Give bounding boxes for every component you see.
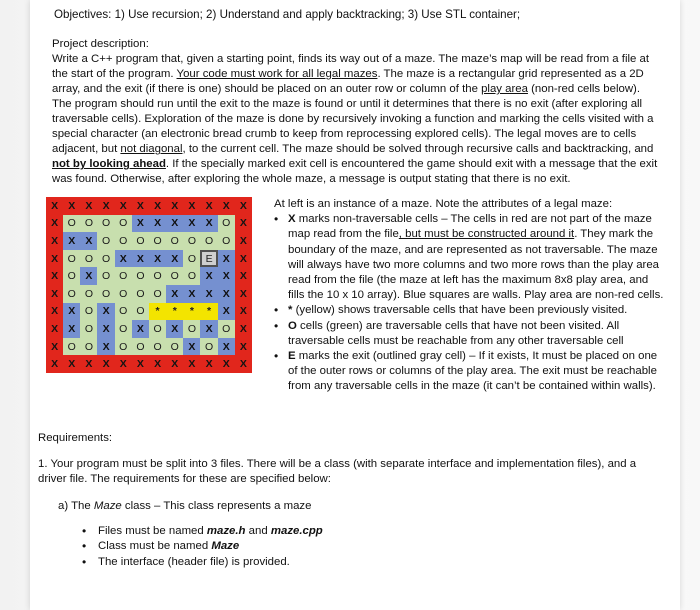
maze-cell-wall: X [149,215,166,233]
maze-cell-wall: X [80,267,97,285]
maze-cell-boundary: X [115,355,132,373]
maze-cell-wall: X [200,285,217,303]
requirement-a: a) The Maze class – This class represents a maze [58,500,312,512]
maze-cell-open: O [97,232,114,250]
maze-cell-open: O [149,232,166,250]
maze-cell-wall: X [97,338,114,356]
maze-cell-open: O [132,338,149,356]
desc-line: was found. Otherwise, after exploring the whole maze, a message is output stating that there is no exit. [52,173,571,186]
maze-cell-wall: X [63,232,80,250]
maze-cell-boundary: X [46,355,63,373]
bullet-e: • E marks the exit (outlined gray cell) – If it exists, It must be placed on one [274,348,658,363]
maze-cell-wall: X [183,338,200,356]
maze-cell-boundary: X [46,215,63,233]
maze-cell-wall: X [166,285,183,303]
maze-cell-boundary: X [46,285,63,303]
maze-cell-boundary: X [63,355,80,373]
maze-cell-open: O [80,338,97,356]
maze-cell-open: O [97,267,114,285]
maze-cell-open: O [115,215,132,233]
maze-grid [46,197,252,373]
desc-line: not by looking ahead. If the specially marked exit cell is encountered the game should exit with a message that the exit [52,158,658,171]
maze-cell-boundary: X [132,355,149,373]
maze-cell-boundary: X [46,197,63,215]
maze-cell-open: O [183,267,200,285]
maze-cell-wall: X [63,303,80,321]
maze-cell-boundary: X [166,197,183,215]
maze-cell-open: O [218,232,235,250]
maze-cell-open: O [166,267,183,285]
maze-cell-boundary: X [46,267,63,285]
maze-cell-boundary: X [132,197,149,215]
maze-cell-wall: X [97,303,114,321]
maze-cell-open: O [132,285,149,303]
maze-cell-open: O [149,267,166,285]
maze-cell-open: O [218,320,235,338]
maze-cell-open: O [183,320,200,338]
maze-cell-open: O [63,285,80,303]
bullet-icon: • [274,348,279,363]
maze-cell-boundary: X [97,197,114,215]
list-item: • Class must be named Maze [82,539,240,554]
document-page [30,0,680,610]
maze-cell-boundary: X [183,355,200,373]
maze-cell-open: O [63,250,80,268]
maze-cell-boundary: X [200,355,217,373]
maze-cell-wall: X [218,250,235,268]
maze-cell-wall: X [218,285,235,303]
maze-cell-boundary: X [46,250,63,268]
maze-cell-exit: E [200,250,217,268]
maze-cell-open: O [63,267,80,285]
maze-cell-visited: * [183,303,200,321]
maze-cell-wall: X [200,320,217,338]
maze-cell-wall: X [218,338,235,356]
maze-cell-open: O [80,320,97,338]
maze-cell-wall: X [63,320,80,338]
maze-cell-wall: X [115,250,132,268]
maze-cell-open: O [80,285,97,303]
maze-cell-boundary: X [80,355,97,373]
maze-cell-open: O [115,267,132,285]
bullet-icon: • [82,524,87,538]
bullet-o: • O cells (green) are traversable cells that have not been visited. All [274,318,620,333]
maze-cell-boundary: X [235,303,252,321]
maze-cell-open: O [115,338,132,356]
maze-cell-wall: X [166,215,183,233]
maze-cell-wall: X [166,320,183,338]
desc-line: The program should run until the exit to the maze is found or until it determines that there is no exit (after exploring all [52,98,643,111]
maze-cell-boundary: X [218,355,235,373]
maze-cell-boundary: X [235,215,252,233]
maze-cell-boundary: X [166,355,183,373]
maze-cell-boundary: X [149,355,166,373]
maze-cell-open: O [183,250,200,268]
maze-cell-boundary: X [63,197,80,215]
maze-cell-wall: X [80,232,97,250]
maze-cell-wall: X [97,320,114,338]
maze-cell-visited: * [200,303,217,321]
maze-cell-boundary: X [235,355,252,373]
desc-line: traversable cells). Exploration of the maze is done by recursively invoking a function and marking the cells visited with a [52,113,654,126]
maze-cell-boundary: X [235,250,252,268]
maze-cell-boundary: X [235,320,252,338]
maze-cell-boundary: X [235,285,252,303]
maze-cell-boundary: X [235,197,252,215]
maze-cell-wall: X [149,250,166,268]
bullet-x: • X marks non-traversable cells – The cells in red are not part of the maze [274,212,652,227]
maze-intro: At left is an instance of a maze. Note the attributes of a legal maze: [274,198,613,210]
maze-cell-open: O [200,338,217,356]
requirements-heading: Requirements: [38,432,113,444]
maze-cell-open: O [97,285,114,303]
maze-cell-open: O [149,285,166,303]
list-item: • The interface (header file) is provided. [82,554,290,569]
maze-cell-open: O [63,338,80,356]
maze-cell-boundary: X [183,197,200,215]
bullet-icon: • [274,212,279,227]
maze-cell-open: O [97,215,114,233]
maze-cell-boundary: X [46,303,63,321]
maze-cell-boundary: X [235,232,252,250]
maze-cell-open: O [166,338,183,356]
bullet-icon: • [82,554,87,569]
maze-cell-boundary: X [235,338,252,356]
maze-cell-boundary: X [46,232,63,250]
maze-cell-open: O [149,338,166,356]
bullet-star: • * (yellow) shows traversable cells that have been previously visited. [274,303,628,318]
maze-cell-open: O [80,303,97,321]
maze-attributes: At left is an instance of a maze. Note the attributes of a legal maze: • X marks non-traversable cells – The cells in red are not part of the maze map read from the file, but must be constructed around it. They mark the boundary of the maze, and are represented as not traversable. The maze will always have two more columns and two more rows than the play area read from the file (the maze at left has the maximum 8x8 play area, and fills the 10 x 10 array). Blue squares are walls. Play area are non-red cells. • * (yellow) shows traversable cells that have been previously visited. • O cells (green) are traversable cells that have not been visited. All traversable cells must be reachable from any other traversable cell • E marks the exit (outlined gray cell) – If it exists, It must be placed on one of the outer rows or columns of the play area. The exit must be reachable from any traversable cells in the maze (it can’t be contained within walls). [274,198,664,393]
desc-line: the start of the program. Your code must work for all legal mazes. The maze is a rectangular grid represented as a 2D [52,68,644,81]
maze-cell-open: O [97,250,114,268]
maze-cell-wall: X [132,250,149,268]
maze-cell-open: O [149,320,166,338]
list-item: • Files must be named maze.h and maze.cpp [82,524,323,538]
requirement-1: 1. Your program must be split into 3 files. There will be a class (with separate interface and implementation files), and a driver file. The requirements for these are specified below: [38,458,637,486]
maze-cell-wall: X [200,267,217,285]
maze-cell-boundary: X [200,197,217,215]
maze-cell-open: O [166,232,183,250]
maze-cell-wall: X [218,303,235,321]
objectives: Objectives: 1) Use recursion; 2) Understand and apply backtracking; 3) Use STL container; [54,8,521,21]
maze-cell-boundary: X [80,197,97,215]
maze-cell-visited: * [149,303,166,321]
maze-cell-wall: X [132,215,149,233]
maze-cell-boundary: X [149,197,166,215]
maze-cell-open: O [80,250,97,268]
maze-cell-boundary: X [115,197,132,215]
bullet-icon: • [274,318,279,333]
maze-cell-open: O [132,232,149,250]
maze-cell-wall: X [166,250,183,268]
desc-line: adjacent, but not diagonal, to the current cell. The maze should be solved through recursive calls and backtracking, and [52,143,654,156]
desc-line: array, and the exit (if there is one) should be placed on an outer row or column of the play area (non-red cells below). [52,83,641,96]
maze-cell-boundary: X [46,320,63,338]
maze-cell-wall: X [132,320,149,338]
project-description-heading: Project description: [52,38,149,50]
maze-class-list [82,524,323,570]
bullet-icon: • [82,539,87,554]
project-description [52,52,657,187]
maze-cell-open: O [115,285,132,303]
maze-cell-boundary: X [218,197,235,215]
maze-cell-open: O [183,232,200,250]
maze-cell-open: O [132,267,149,285]
maze-cell-boundary: X [97,355,114,373]
maze-cell-wall: X [183,215,200,233]
maze-cell-wall: X [218,267,235,285]
maze-cell-wall: X [183,285,200,303]
maze-cell-open: O [115,303,132,321]
maze-cell-boundary: X [46,338,63,356]
maze-cell-open: O [63,215,80,233]
maze-cell-open: O [115,232,132,250]
maze-cell-open: O [115,320,132,338]
desc-line: special character (an electronic bread crumb to keep from reprocessing explored cells). The legal moves are to cells [52,128,637,141]
desc-line: Write a C++ program that, given a starting point, finds its way out of a maze. The maze’s map will be read from a file at [52,53,650,65]
bullet-icon: • [274,303,279,318]
maze-cell-wall: X [200,215,217,233]
maze-cell-boundary: X [235,267,252,285]
maze-cell-visited: * [166,303,183,321]
maze-cell-open: O [132,303,149,321]
maze-cell-open: O [218,215,235,233]
maze-cell-open: O [200,232,217,250]
maze-cell-open: O [80,215,97,233]
